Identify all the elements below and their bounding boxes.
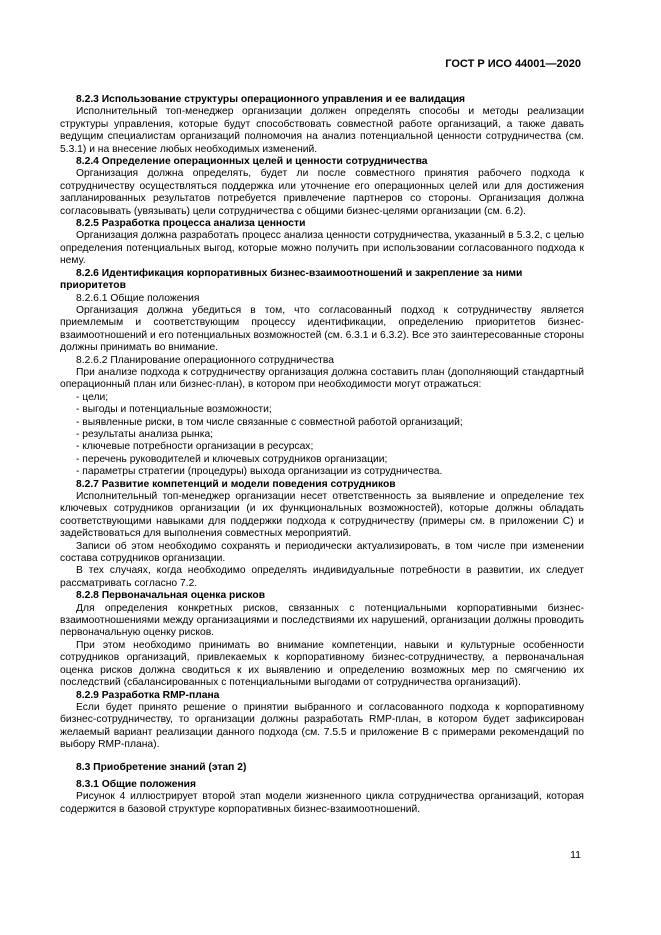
page-number: 11 xyxy=(570,849,581,861)
section-8-2-8-heading: 8.2.8 Первоначальная оценка рисков xyxy=(76,590,266,602)
section-8-3-1-paragraph: Рисунок 4 иллюстрирует второй этап модели жизненного цикла сотрудничества организаций, которая содержится в базовой структуре корпоративных бизнес-взаимоотношений. xyxy=(60,791,584,815)
section-8-2-6-1-paragraph: Организация должна убедиться в том, что согласованный подход к сотрудничеству является приемлемым и соответствующим процессу идентификации, определению приоритетов бизнес-взаимоотношений и его потенциальных возможностей (см. 6.3.1 и 6.3.2). Все это заинтересованные стороны должны принимать во внимание. xyxy=(60,304,584,354)
list-item: - цели; xyxy=(76,391,109,403)
section-8-2-8-paragraph: При этом необходимо принимать во внимание компетенции, навыки и культурные особенности сотрудников организаций, привлекаемых к корпоративному бизнес-сотрудничеству, а первоначальная оценка рисков должна сводиться к их выявлению и определению возможных мер по смягчению их последствий (сбалансированных с потенциальными выгодами от сотрудничества организаций). xyxy=(60,639,584,689)
section-8-2-6-2-heading: 8.2.6.2 Планирование операционного сотрудничества xyxy=(76,354,334,366)
section-8-2-4-heading: 8.2.4 Определение операционных целей и ценности сотрудничества xyxy=(76,156,428,168)
document-body xyxy=(60,94,584,816)
section-8-2-9-heading: 8.2.9 Разработка RMP-плана xyxy=(76,689,220,701)
section-spacer xyxy=(60,752,584,762)
section-8-2-3-paragraph: Исполнительный топ-менеджер организации должен определять способы и методы реализации структуры управления, которые будут способствовать совместной работе организаций, а также давать ведущим специалистам организаций полномочия на анализ потенциальной ценности сотрудничества (см. 5.3.1) и на внесение любых необходимых изменений. xyxy=(60,106,584,155)
section-8-2-7-paragraph: В тех случаях, когда необходимо определять индивидуальные потребности в развитии, их следует рассматривать согласно 7.2. xyxy=(60,565,584,589)
section-8-3-heading: 8.3 Приобретение знаний (этап 2) xyxy=(76,761,247,773)
list-item: - ключевые потребности организации в ресурсах; xyxy=(76,441,314,453)
section-8-2-8-paragraph: Для определения конкретных рисков, связанных с потенциальными корпоративными бизнес-взаимоотношениями между организациями и последствиями их нарушений, организации должны проводить первоначальную оценку рисков. xyxy=(60,602,584,639)
section-8-3-1-heading: 8.3.1 Общие положения xyxy=(76,778,196,790)
list-item: - результаты анализа рынка; xyxy=(76,428,214,440)
list-item: - параметры стратегии (процедуры) выхода организации из сотрудничества. xyxy=(76,466,443,478)
section-8-2-9-paragraph: Если будет принято решение о принятии выбранного и согласованного подхода к корпоративному бизнес-сотрудничеству, то организации должны разработать RMP-план, в котором будет зафиксирован желаемый вариант реализации данного подхода (см. 7.5.5 и приложение В с примерами рекомендаций по выбору RMP-плана). xyxy=(60,701,584,751)
section-8-2-6-heading: 8.2.6 Идентификация корпоративных бизнес-взаимоотношений и закрепление за ними приоритетов xyxy=(60,267,523,292)
section-8-2-7-paragraph: Записи об этом необходимо сохранять и периодически актуализировать, в том числе при изменении состава сотрудников организации. xyxy=(60,540,584,565)
section-8-2-3-heading: 8.2.3 Использование структуры операционного управления и ее валидация xyxy=(76,94,466,105)
section-8-2-6-2-paragraph: При анализе подхода к сотрудничеству организация должна составить план (дополняющий стандартный операционный план или бизнес-план), в котором при необходимости могут отражаться: xyxy=(60,366,584,391)
list-item: - выявленные риски, в том числе связанные с совместной работой организаций; xyxy=(76,416,463,428)
section-8-2-5-heading: 8.2.5 Разработка процесса анализа ценности xyxy=(76,218,306,230)
standard-designation: ГОСТ Р ИСО 44001—2020 xyxy=(445,58,581,70)
section-8-2-6-1-heading: 8.2.6.1 Общие положения xyxy=(76,292,200,304)
section-8-2-7-paragraph: Исполнительный топ-менеджер организации несет ответственность за выявление и определение тех ключевых сотрудников организации (и их функциональных возможностей), которые должны обладать соответствующими навыками для поддержки подхода к сотрудничеству (примеры см. в приложении С) и задействоваться для выполнения совместных мероприятий. xyxy=(60,491,584,540)
list-item: - выгоды и потенциальные возможности; xyxy=(76,404,272,416)
section-8-2-5-paragraph: Организация должна разработать процесс анализа ценности сотрудничества, указанный в 5.3.2, с целью определения потенциальных выгод, которые можно получить при использовании согласованного подхода к нему. xyxy=(60,230,584,267)
list-item: - перечень руководителей и ключевых сотрудников организации; xyxy=(76,453,388,465)
plan-items-list xyxy=(60,392,584,479)
section-8-2-4-paragraph: Организация должна определять, будет ли после совместного принятия рабочего подхода к сотрудничеству осуществляться поддержка или уточнение его операционных целей или для достижения запланированных результатов потребуется привлечение партнеров со стороны. Организация должна согласовывать (увязывать) цели сотрудничества с общими бизнес-целями организации (см. 6.2). xyxy=(60,168,584,217)
section-8-2-7-heading: 8.2.7 Развитие компетенций и модели поведения сотрудников xyxy=(76,478,396,490)
